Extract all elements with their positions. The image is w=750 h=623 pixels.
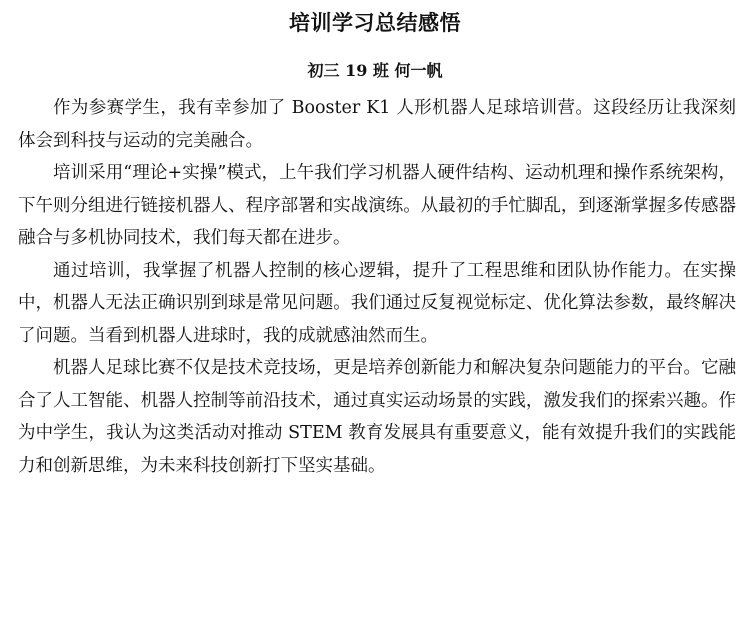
- author-line: 初三 19 班 何一帆: [307, 61, 443, 80]
- paragraph-4: 机器人足球比赛不仅是技术竞技场，更是培养创新能力和解决复杂问题能力的平台。它融合了人工智能、机器人控制等前沿技术，通过真实运动场景的实践，激发我们的探索兴趣。作为中学生，我认为这类活动对推动 STEM 教育发展具有重要意义，能有效提升我们的实践能力和创新思维，为未来科技创新打下坚实基础。: [18, 358, 736, 476]
- document-title: 培训学习总结感悟: [289, 11, 461, 35]
- paragraph-1: 作为参赛学生，我有幸参加了 Booster K1 人形机器人足球培训营。这段经历让我深刻体会到科技与运动的完美融合。: [18, 98, 736, 151]
- paragraph-3: 通过培训，我掌握了机器人控制的核心逻辑，提升了工程思维和团队协作能力。在实操中，机器人无法正确识别到球是常见问题。我们通过反复视觉标定、优化算法参数，最终解决了问题。当看到机器人进球时，我的成就感油然而生。: [18, 260, 736, 346]
- document-body: [18, 92, 736, 482]
- paragraph-2: 培训采用“理论+实操”模式，上午我们学习机器人硬件结构、运动机理和操作系统架构，下午则分组进行链接机器人、程序部署和实战演练。从最初的手忙脚乱，到逐渐掌握多传感器融合与多机协同技术，我们每天都在进步。: [18, 163, 736, 248]
